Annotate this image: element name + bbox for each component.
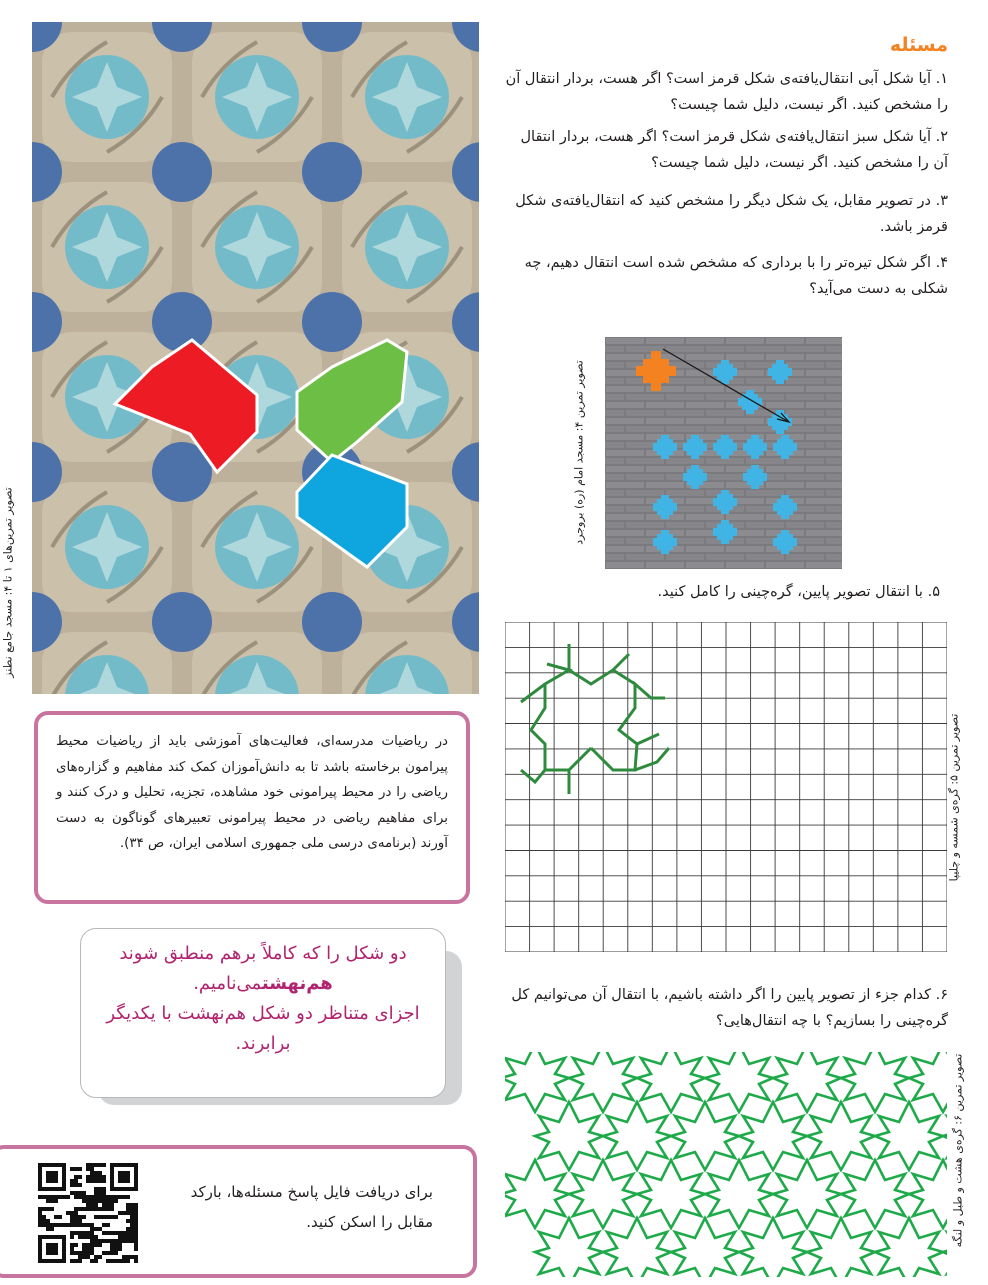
qr-box: [0, 1145, 477, 1278]
definition-line-2: [99, 969, 427, 999]
grid-caption: تصویر تمرین ۵: گره‌ی شمسه و چلیپا: [947, 713, 961, 882]
grid: [505, 622, 947, 952]
brick-photo: [605, 337, 842, 569]
definition-line-2-suffix: می‌نامیم.: [193, 973, 262, 994]
definition-line-1: دو شکل را که کاملاً برهم منطبق شوند: [119, 943, 407, 964]
definition-term: هم‌نهشت: [261, 973, 333, 994]
problem-3: ۳. در تصویر مقابل، یک شکل دیگر را مشخص کنید که انتقال‌یافته‌ی شکل قرمز باشد.: [515, 193, 948, 235]
tile-caption: تصویر تمرین‌های ۱ تا ۴: مسجد جامع نطنز: [1, 487, 15, 678]
qr-text: برای دریافت فایل پاسخ مسئله‌ها، بارکد مقابل را اسکن کنید.: [190, 1183, 433, 1231]
definition-box: [80, 928, 446, 1098]
green-motif: [521, 644, 669, 794]
pattern: [505, 1052, 947, 1277]
brick-caption: تصویر تمرین ۴: مسجد امام (ره) بروجرد: [572, 360, 586, 545]
problems-title: مسئله: [889, 34, 948, 56]
qr-code-icon[interactable]: [38, 1163, 138, 1263]
problem-2: ۲. آیا شکل سبز انتقال‌یافته‌ی شکل قرمز است؟ اگر هست، بردار انتقال آن را مشخص کنید. اگر نیست، دلیل شما چیست؟: [520, 129, 948, 171]
problem-4: ۴. اگر شکل تیره‌تر را با برداری که مشخص شده است انتقال دهیم، چه شکلی به دست می‌آید؟: [524, 255, 948, 297]
definition-line-3: اجزای متناظر دو شکل هم‌نهشت با یکدیگر برابرند.: [106, 1003, 420, 1054]
quote-text: در ریاضیات مدرسه‌ای، فعالیت‌های آموزشی باید از ریاضیات محیط پیرامون برخاسته باشد تا به دانش‌آموزان کمک کند مفاهیم و گزاره‌های ریاضی را در محیط پیرامونی خود مشاهده، تجزیه، تحلیل و درک کنند و برای مفاهیم ریاضی در محیط پیرامونی تعبیرهای گوناگون به دست آورند (برنامه‌ی درسی ملی جمهوری اسلامی ایران، ص ۳۴).: [56, 734, 448, 851]
problem-5: ۵. با انتقال تصویر پایین، گره‌چینی را کامل کنید.: [657, 584, 940, 600]
problem-1: ۱. آیا شکل آبی انتقال‌یافته‌ی شکل قرمز است؟ اگر هست، بردار انتقال آن را مشخص کنید. اگر نیست، دلیل شما چیست؟: [505, 71, 948, 113]
pattern-caption: تصویر تمرین ۶: گره‌ی هشت و طبل و لنگه: [951, 1053, 965, 1248]
problem-6: ۶. کدام جزء از تصویر پایین را اگر داشته باشیم، با انتقال آن می‌توانیم کل گره‌چینی را بسازیم؟ با چه انتقال‌هایی؟: [511, 987, 948, 1029]
quote-box: [34, 711, 470, 904]
tile-photo: [32, 22, 479, 694]
